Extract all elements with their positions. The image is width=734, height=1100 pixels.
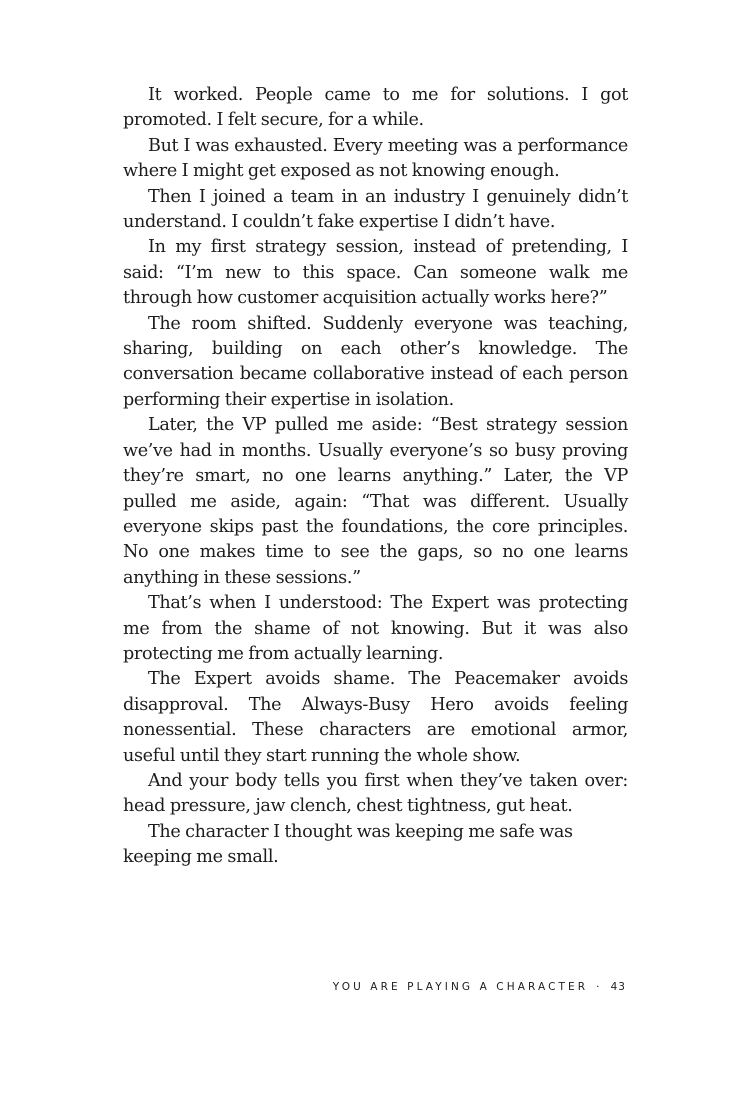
book-page-body	[123, 83, 628, 871]
paragraph-4: In my first strategy session, instead of pretending, I said: “I’m new to this space. Can someone walk me through how customer acquisition actually works here?”	[123, 237, 628, 309]
page-number: 43	[610, 981, 626, 993]
running-head: YOU ARE PLAYING A CHARACTER	[332, 981, 589, 993]
paragraph-7: That’s when I understood: The Expert was protecting me from the shame of not knowing. But it was also protecting me from actually learning.	[123, 593, 628, 664]
paragraph-9: And your body tells you first when they’ve taken over: head pressure, jaw clench, chest tightness, gut heat.	[123, 770, 628, 817]
paragraph-2: But I was exhausted. Every meeting was a performance where I might get exposed as not knowing enough.	[123, 135, 628, 182]
paragraph-5: The room shifted. Suddenly everyone was teaching, sharing, building on each other’s knowledge. The conversation became collaborative instead of each person performing their expertise in isolation.	[123, 313, 628, 410]
paragraph-3: Then I joined a team in an industry I genuinely didn’t understand. I couldn’t fake expertise I didn’t have.	[123, 186, 628, 233]
paragraph-10: The character I thought was keeping me safe was keeping me small.	[123, 821, 573, 868]
running-footer	[333, 981, 626, 993]
paragraph-8: The Expert avoids shame. The Peacemaker avoids disapproval. The Always-Busy Hero avoids feeling nonessential. These characters are emotional armor, useful until they start running the whole show.	[123, 669, 628, 766]
paragraph-1: It worked. People came to me for solutions. I got promoted. I felt secure, for a while.	[123, 85, 628, 131]
footer-separator: ·	[596, 981, 603, 993]
paragraph-6: Later, the VP pulled me aside: “Best strategy session we’ve had in months. Usually everyone’s so busy proving they’re smart, no one learns anything.” Later, the VP pulled me aside, again: “That was different. Usually everyone skips past the foundations, the core principles. No one makes time to see the gaps, so no one learns anything in these sessions.”	[123, 415, 628, 588]
